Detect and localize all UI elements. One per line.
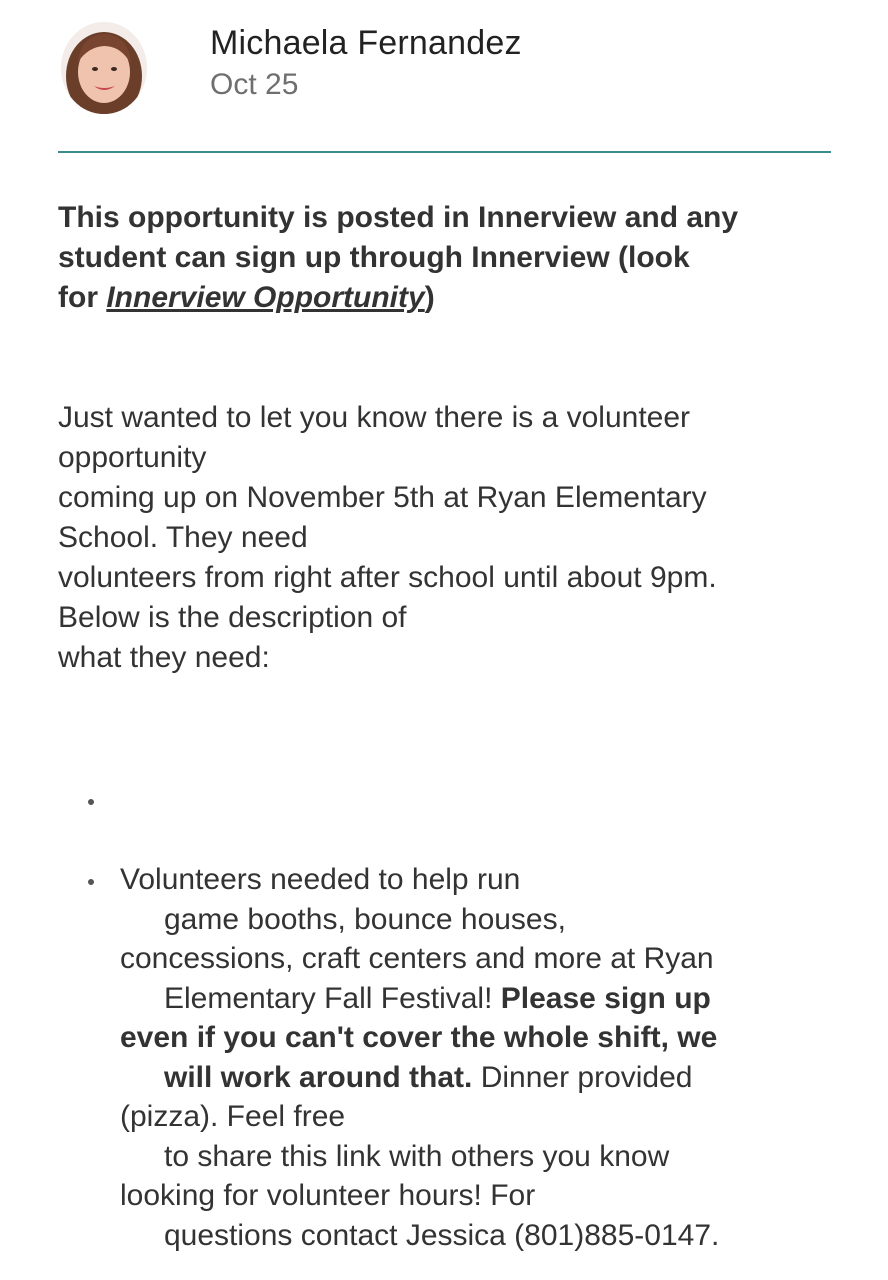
description-line bbox=[120, 979, 848, 1019]
message-line: Just wanted to let you know there is a volunteer bbox=[58, 401, 691, 434]
notice-prefix: for bbox=[58, 281, 107, 314]
description-emphasis: will work around that. bbox=[164, 1060, 473, 1094]
description-line bbox=[120, 1058, 848, 1098]
description-emphasis: Please sign up bbox=[500, 981, 711, 1015]
description-text: Elementary Fall Festival! bbox=[164, 981, 501, 1015]
description-list bbox=[58, 780, 848, 1255]
bullet-icon bbox=[88, 799, 94, 805]
message-line: coming up on November 5th at Ryan Elementary bbox=[58, 481, 707, 514]
description-line: game booths, bounce houses, bbox=[164, 902, 566, 936]
bullet-icon bbox=[88, 879, 94, 885]
header-divider bbox=[58, 151, 831, 153]
innerview-notice bbox=[58, 198, 828, 318]
message-line: Below is the description of bbox=[58, 601, 407, 634]
notice-suffix: ) bbox=[424, 281, 435, 314]
description-text: Dinner provided bbox=[472, 1060, 693, 1094]
innerview-opportunity-link[interactable]: Innerview Opportunity bbox=[106, 281, 425, 314]
notice-line bbox=[58, 278, 828, 318]
list-item-empty bbox=[58, 780, 848, 820]
message-line: what they need: bbox=[58, 641, 270, 674]
author-name[interactable]: Michaela Fernandez bbox=[210, 24, 522, 62]
description-line: concessions, craft centers and more at Ryan bbox=[120, 942, 714, 975]
description-line: (pizza). Feel free bbox=[120, 1100, 346, 1133]
list-item-volunteers bbox=[58, 860, 848, 1255]
message-line: opportunity bbox=[58, 441, 207, 474]
message-line: School. They need bbox=[58, 521, 308, 554]
description-emphasis: even if you can't cover the whole shift, we bbox=[120, 1021, 718, 1054]
notice-line: student can sign up through Innerview (look bbox=[58, 241, 690, 274]
message-text bbox=[58, 398, 848, 678]
post-header bbox=[0, 0, 888, 155]
post-body bbox=[58, 198, 848, 678]
description-line: Volunteers needed to help run bbox=[120, 863, 521, 896]
message-line: volunteers from right after school until about 9pm. bbox=[58, 561, 717, 594]
description-line: looking for volunteer hours! For bbox=[120, 1179, 536, 1212]
description-line: to share this link with others you know bbox=[164, 1139, 670, 1173]
post-date: Oct 25 bbox=[210, 68, 299, 101]
avatar[interactable] bbox=[61, 22, 147, 114]
notice-line: This opportunity is posted in Innerview and any bbox=[58, 201, 739, 234]
description-line: questions contact Jessica (801)885-0147. bbox=[164, 1218, 720, 1252]
